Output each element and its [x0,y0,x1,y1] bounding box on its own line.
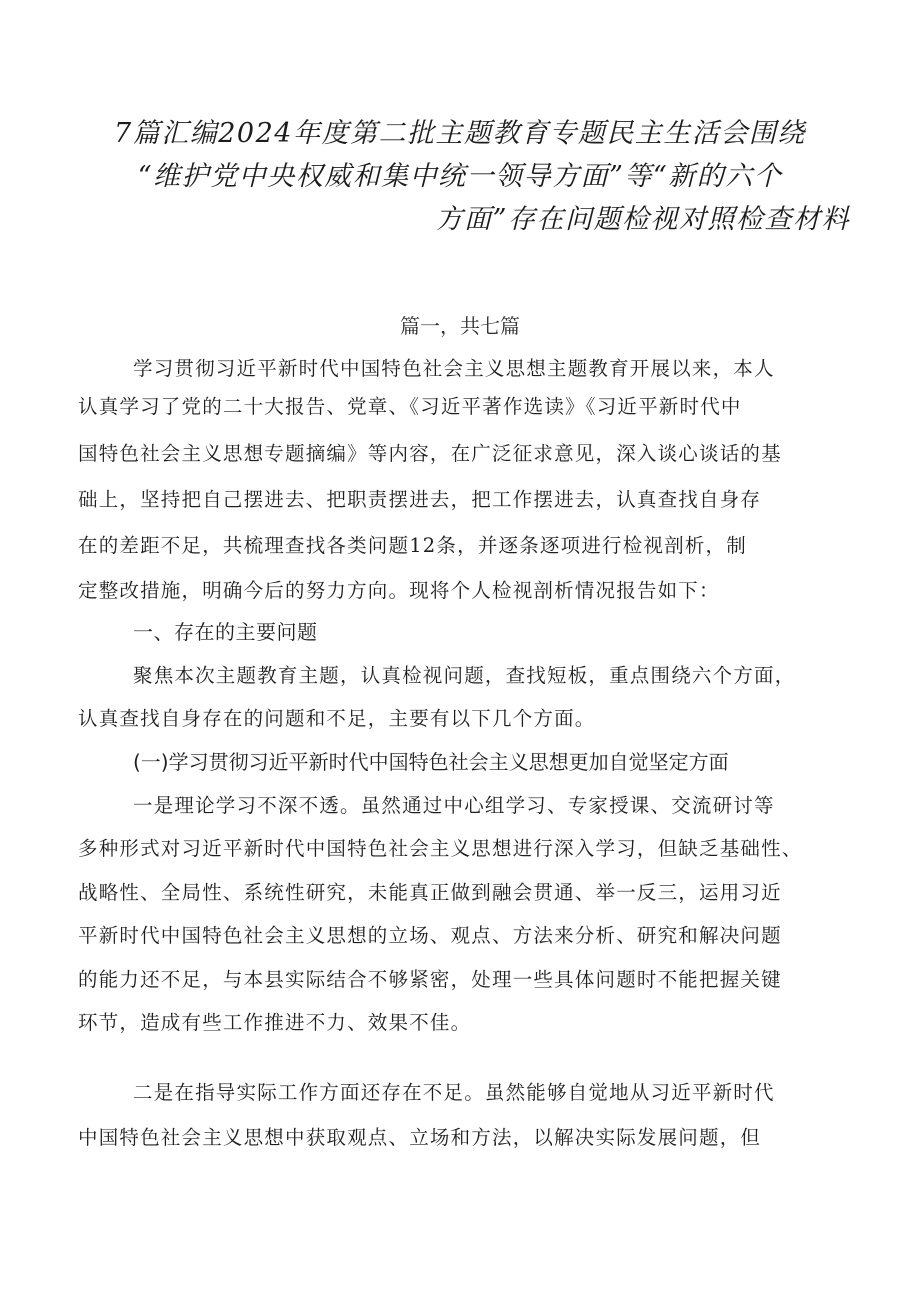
paragraph-line: 学习贯彻习近平新时代中国特色社会主义思想主题教育开展以来，本人 [133,357,775,380]
section-subtitle: 篇一，共七篇 [400,314,520,338]
title-line-3: 方面”存在问题检视对照检查材料 [435,204,850,235]
paragraph-line: 中国特色社会主义思想中获取观点、立场和方法，以解决实际发展问题，但 [78,1126,762,1149]
section-heading: 一、存在的主要问题 [133,620,318,644]
paragraph-line: 平新时代中国特色社会主义思想的立场、观点、方法来分析、研究和解决问题 [78,924,782,947]
paragraph-line: 的能力还不足，与本县实际结合不够紧密，处理一些具体问题时不能把握关键 [78,968,782,991]
paragraph-line: 国特色社会主义思想专题摘编》等内容，在广泛征求意见，深入谈心谈话的基 [78,442,782,465]
paragraph-line: 一是理论学习不深不透。虽然通过中心组学习、专家授课、交流研讨等 [133,794,775,817]
paragraph-line: 础上，坚持把自己摆进去、把职责摆进去，把工作摆进去，认真查找自身存 [78,488,762,511]
paragraph-line: 在的差距不足，共梳理查找各类问题12条，并逐条逐项进行检视剖析，制 [78,534,747,557]
paragraph-line: 定整改措施，明确今后的努力方向。现将个人检视剖析情况报告如下： [78,579,720,602]
title-line-2: “维护党中央权威和集中统一领导方面”等“新的六个 [137,161,783,192]
paragraph-line: 二是在指导实际工作方面还存在不足。虽然能够自觉地从习近平新时代 [133,1081,775,1104]
paragraph-line: 环节，造成有些工作推进不力、效果不佳。 [78,1011,472,1034]
paragraph-line: 聚焦本次主题教育主题，认真检视问题，查找短板，重点围绕六个方面， [133,664,796,687]
paragraph-line: 认真查找自身存在的问题和不足，主要有以下几个方面。 [78,707,596,730]
title-line-1: 7篇汇编2024年度第二批主题教育专题民主生活会围绕 [114,118,806,149]
paragraph-line: 多种形式对习近平新时代中国特色社会主义思想进行深入学习，但缺乏基础性、 [78,837,803,860]
subsection-heading: (一)学习贯彻习近平新时代中国特色社会主义思想更加自觉坚定方面 [133,750,729,774]
paragraph-line: 认真学习了党的二十大报告、党章、《习近平著作选读》《习近平新时代中 [78,395,742,418]
document-title [70,112,850,241]
paragraph-line: 战略性、全局性、系统性研究，未能真正做到融会贯通、举一反三，运用习近 [78,881,782,904]
